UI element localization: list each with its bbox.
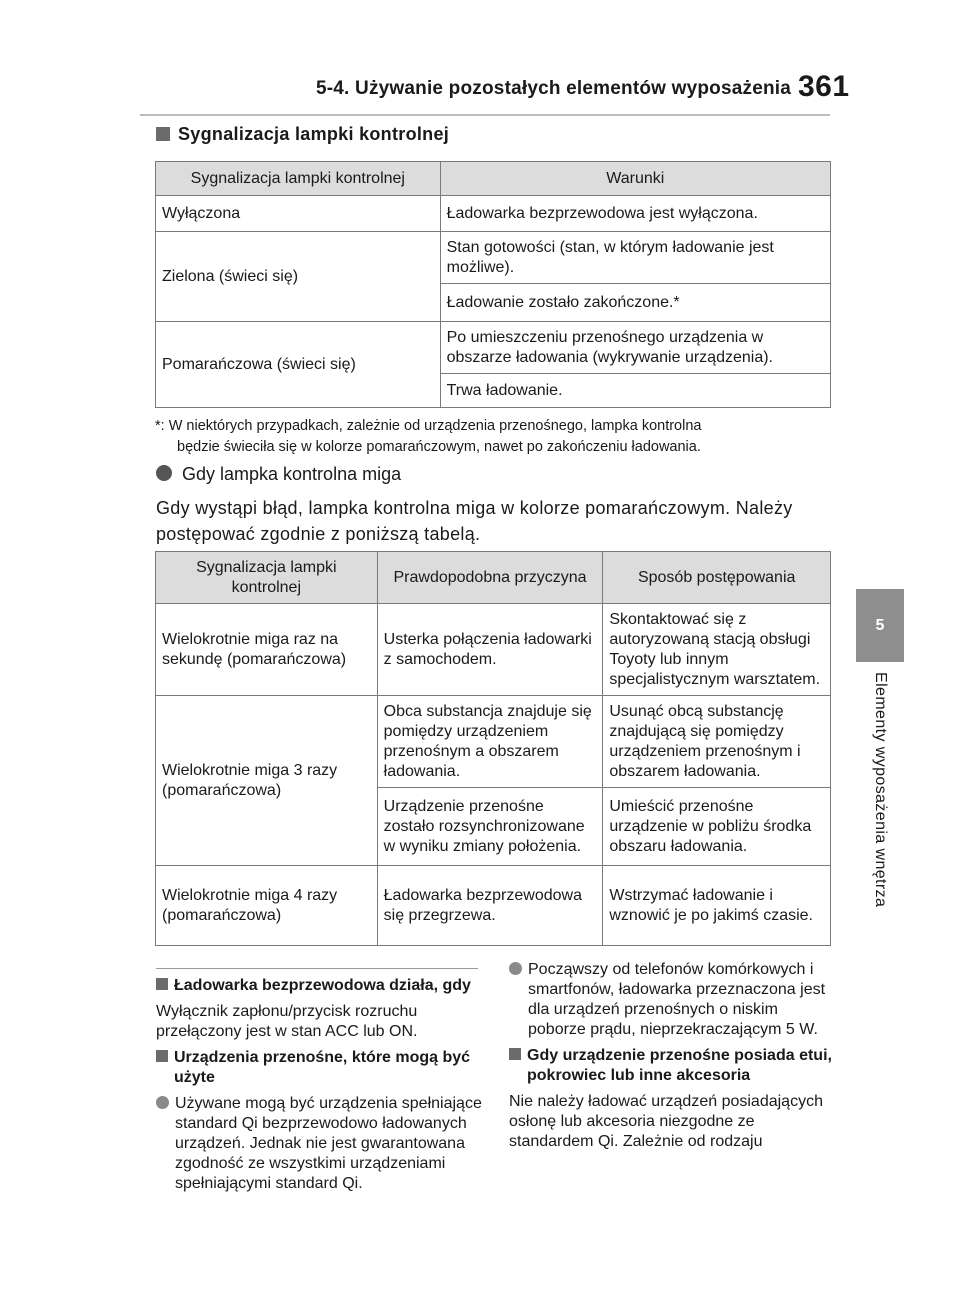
table-row	[156, 604, 831, 696]
note-heading: Gdy urządzenie przenośne posiada etui, pokrowiec lub inne akcesoria	[509, 1046, 833, 1086]
chapter-title: Elementy wyposażenia wnętrza	[872, 672, 889, 908]
table-row	[156, 322, 831, 374]
page-number: 361	[798, 70, 850, 103]
table-header-row	[156, 552, 831, 604]
square-bullet-icon	[156, 978, 168, 990]
signal-cell: Wielokrotnie miga raz na sekundę (pomarańczowa)	[156, 604, 378, 696]
cause-cell: Usterka połączenia ładowarki z samochodem.	[377, 604, 603, 696]
note-heading: Ładowarka bezprzewodowa działa, gdy	[156, 976, 482, 996]
condition-cell: Trwa ładowanie.	[440, 374, 830, 408]
signal-cell: Wyłączona	[156, 196, 441, 232]
section2-heading-text: Gdy lampka kontrolna miga	[182, 464, 402, 484]
square-bullet-icon	[156, 127, 170, 141]
table-row	[156, 866, 831, 946]
action-cell: Skontaktować się z autoryzowaną stacją obsługi Toyoty lub innym specjalistycznym warsztatem.	[603, 604, 831, 696]
section2-heading	[156, 464, 401, 485]
table-row	[156, 196, 831, 232]
cause-cell: Urządzenie przenośne zostało rozsynchronizowane w wyniku zmiany położenia.	[377, 788, 603, 866]
running-header: 5-4. Używanie pozostałych elementów wyposażenia	[316, 78, 792, 99]
square-bullet-icon	[156, 1050, 168, 1062]
table-header-cell: Prawdopodobna przyczyna	[377, 552, 603, 604]
action-cell: Usunąć obcą substancję znajdującą się pomiędzy urządzeniem przenośnym i obszarem ładowania.	[603, 696, 831, 788]
section2-paragraph: Gdy wystąpi błąd, lampka kontrolna miga w kolorze pomarańczowym. Należy postępować zgodnie z poniższą tabelą.	[156, 498, 793, 544]
table-row	[156, 232, 831, 284]
table-header-cell: Warunki	[440, 162, 830, 196]
header-rule	[140, 114, 830, 116]
circle-bullet-icon	[509, 962, 522, 975]
chapter-title-vertical	[856, 672, 904, 932]
table-header-cell: Sygnalizacja lampki kontrolnej	[156, 552, 378, 604]
signal-cell: Wielokrotnie miga 3 razy (pomarańczowa)	[156, 696, 378, 866]
note-heading: Urządzenia przenośne, które mogą być użyte	[156, 1048, 482, 1088]
note-bullet: Używane mogą być urządzenia spełniające standard Qi bezprzewodowo ładowanych urządzeń. Jednak nie jest gwarantowana zgodność ze wszystkimi urządzeniami spełniającymi standard Qi.	[156, 1094, 482, 1194]
notes-column-left	[156, 976, 482, 1200]
indicator-table	[155, 161, 831, 408]
action-cell: Umieścić przenośne urządzenie w pobliżu środka obszaru ładowania.	[603, 788, 831, 866]
blinking-table	[155, 551, 831, 946]
condition-cell: Ładowarka bezprzewodowa jest wyłączona.	[440, 196, 830, 232]
cause-cell: Obca substancja znajduje się pomiędzy urządzeniem przenośnym a obszarem ładowania.	[377, 696, 603, 788]
cause-cell: Ładowarka bezprzewodowa się przegrzewa.	[377, 866, 603, 946]
notes-rule	[156, 968, 478, 969]
footnote-line: będzie świeciła się w kolorze pomarańczowym, nawet po zakończeniu ładowania.	[177, 439, 701, 455]
footnote	[155, 416, 831, 458]
section1-heading-text: Sygnalizacja lampki kontrolnej	[178, 124, 450, 144]
table-header-cell: Sposób postępowania	[603, 552, 831, 604]
condition-cell: Stan gotowości (stan, w którym ładowanie jest możliwe).	[440, 232, 830, 284]
signal-cell: Pomarańczowa (świeci się)	[156, 322, 441, 408]
circle-bullet-icon	[156, 1096, 169, 1109]
square-bullet-icon	[509, 1048, 521, 1060]
signal-cell: Zielona (świeci się)	[156, 232, 441, 322]
note-text: Nie należy ładować urządzeń posiadających osłonę lub akcesoria niezgodne ze standardem Qi. Zależnie od rodzaju	[509, 1093, 823, 1150]
signal-cell: Wielokrotnie miga 4 razy (pomarańczowa)	[156, 866, 378, 946]
table-row	[156, 696, 831, 788]
note-text: Wyłącznik zapłonu/przycisk rozruchu przełączony jest w stan ACC lub ON.	[156, 1003, 418, 1040]
condition-cell: Ładowanie zostało zakończone.*	[440, 284, 830, 322]
chapter-tab: 5	[856, 589, 904, 662]
condition-cell: Po umieszczeniu przenośnego urządzenia w obszarze ładowania (wykrywanie urządzenia).	[440, 322, 830, 374]
note-bullet: Począwszy od telefonów komórkowych i smartfonów, ładowarka przeznaczona jest dla urządzeń przenośnych o niskim poborze prądu, nieprzekraczającym 5 W.	[509, 960, 833, 1040]
table-header-row	[156, 162, 831, 196]
circle-bullet-icon	[156, 465, 172, 481]
notes-column-right	[509, 960, 833, 1158]
action-cell: Wstrzymać ładowanie i wznowić je po jakimś czasie.	[603, 866, 831, 946]
section1-heading	[156, 124, 449, 145]
table-header-cell: Sygnalizacja lampki kontrolnej	[156, 162, 441, 196]
footnote-line: *: W niektórych przypadkach, zależnie od urządzenia przenośnego, lampka kontrolna	[155, 418, 702, 434]
